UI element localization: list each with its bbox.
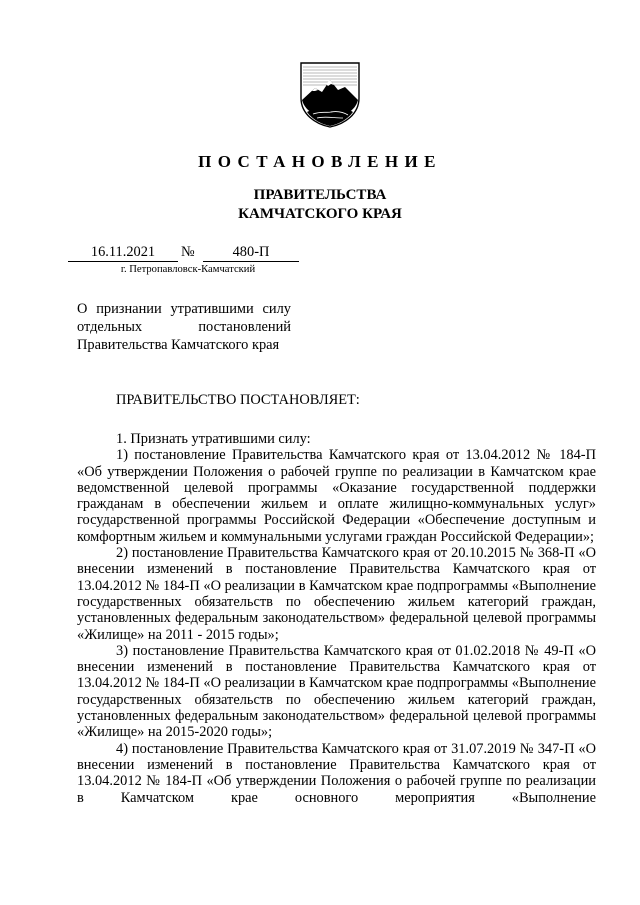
document-number: 480-П <box>203 244 299 262</box>
document-subject <box>77 300 291 354</box>
paragraph-intro: 1. Признать утратившими силу: <box>116 431 311 447</box>
paragraph-item-3: 3) постановление Правительства Камчатского края от 01.02.2018 № 49-П «О внесении изменений в постановление Правительства Камчатского края от 13.04.2012 № 184-П «О реализации в Камчатском крае подпрограммы «Выполнение государственных обязательств по обеспечению жильем категорий граждан, установленных федеральным законодательством» федеральной целевой программы «Жилище» на 2015-2020 годы»; <box>77 642 596 741</box>
number-sign: № <box>181 244 195 260</box>
subject-line-1: О признании утратившими силу <box>77 301 291 317</box>
issue-city: г. Петропавловск-Камчатский <box>120 264 256 275</box>
document-body <box>77 431 596 806</box>
subject-line-3: Правительства Камчатского края <box>77 337 280 353</box>
document-date: 16.11.2021 <box>68 244 178 262</box>
paragraph-item-1: 1) постановление Правительства Камчатского края от 13.04.2012 № 184-П «Об утверждении Положения о рабочей группе по реализации в Камчатском крае ведомственной целевой программы «Оказание государственной поддержки гражданам в обеспечении жильем и оплате жилищно-коммунальных услуг» государственной программы Российской Федерации «Обеспечение доступным и комфортным жильем и коммунальными услугами граждан Российской Федерации»; <box>77 447 596 545</box>
kamchatka-emblem-icon <box>297 60 363 128</box>
issuing-authority <box>0 186 640 224</box>
decree-phrase: ПРАВИТЕЛЬСТВО ПОСТАНОВЛЯЕТ: <box>116 392 360 408</box>
authority-line-2: КАМЧАТСКОГО КРАЯ <box>238 206 402 222</box>
document-title: ПОСТАНОВЛЕНИЕ <box>198 152 442 171</box>
authority-line-1: ПРАВИТЕЛЬСТВА <box>253 187 387 203</box>
paragraph-item-4: 4) постановление Правительства Камчатского края от 31.07.2019 № 347-П «О внесении изменений в постановление Правительства Камчатского края от 13.04.2012 № 184-П «Об утверждении Положения о рабочей группе по реализации в Камчатском крае основного мероприятия «Выполнение <box>77 740 596 806</box>
subject-line-2: отдельных постановлений <box>77 319 291 335</box>
paragraph-item-2: 2) постановление Правительства Камчатского края от 20.10.2015 № 368-П «О внесении изменений в постановление Правительства Камчатского края от 13.04.2012 № 184-П «О реализации в Камчатском крае подпрограммы «Выполнение государственных обязательств по обеспечению жильем категорий граждан, установленных федеральным законодательством» федеральной целевой программы «Жилище» на 2011 - 2015 годы»; <box>77 545 596 643</box>
